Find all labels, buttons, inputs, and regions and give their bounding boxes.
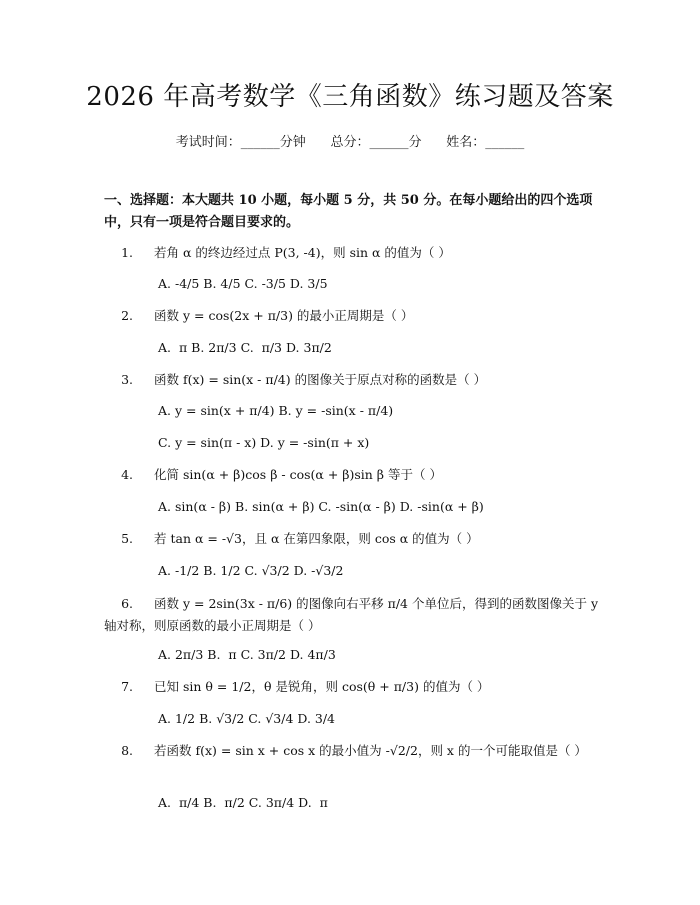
exam-meta-line: 考试时间：______分钟 总分：______分 姓名：______ [175,135,525,150]
question-4-options: A. sin(α - β) B. sin(α + β) C. -sin(α - β) D. -sin(α + β) [158,499,484,514]
question-text: 若 tan α = -√3，且 α 在第四象限，则 cos α 的值为（ ） [154,531,479,546]
question-1 [104,242,604,264]
question-3-options-line-1: A. y = sin(x + π/4) B. y = -sin(x - π/4) [158,403,394,418]
question-7 [104,676,604,698]
question-number: 7. [121,679,133,694]
question-text: 若函数 f(x) = sin x + cos x 的最小值为 -√2/2，则 x 的一个可能取值是（ ） [154,743,587,758]
question-5 [104,528,604,550]
question-number: 6. [121,596,133,611]
question-8 [104,740,604,762]
question-1-options: A. -4/5 B. 4/5 C. -3/5 D. 3/5 [158,276,328,291]
question-5-options: A. -1/2 B. 1/2 C. √3/2 D. -√3/2 [158,563,344,578]
question-7-options: A. 1/2 B. √3/2 C. √3/4 D. 3/4 [158,711,336,726]
question-text: 已知 sin θ = 1/2，θ 是锐角，则 cos(θ + π/3) 的值为（ ） [154,679,490,694]
question-3-options-line-2: C. y = sin(π - x) D. y = -sin(π + x) [158,435,370,450]
question-2-options: A. π B. 2π/3 C. π/3 D. 3π/2 [158,340,332,355]
question-number: 5. [121,531,133,546]
question-text: 化简 sin(α + β)cos β - cos(α + β)sin β 等于（ ） [154,467,442,482]
question-6 [104,593,604,637]
question-text: 函数 y = cos(2x + π/3) 的最小正周期是（ ） [154,308,414,323]
question-4 [104,464,604,486]
question-number: 8. [121,743,133,758]
section-header: 一、选择题：本大题共 10 小题，每小题 5 分，共 50 分。在每小题给出的四个选项中，只有一项是符合题目要求的。 [104,193,593,230]
question-8-options: A. π/4 B. π/2 C. 3π/4 D. π [158,795,328,810]
question-text: 函数 y = 2sin(3x - π/6) 的图像向右平移 π/4 个单位后，得到的函数图像关于 y 轴对称，则原函数的最小正周期是（ ） [104,596,602,633]
question-2 [104,305,604,327]
question-6-options: A. 2π/3 B. π C. 3π/2 D. 4π/3 [158,647,336,662]
document-title: 2026 年高考数学《三角函数》练习题及答案 [86,82,614,112]
question-text: 函数 f(x) = sin(x - π/4) 的图像关于原点对称的函数是（ ） [154,372,487,387]
question-text: 若角 α 的终边经过点 P(3, -4)，则 sin α 的值为（ ） [154,245,451,260]
question-number: 2. [121,308,133,323]
question-number: 3. [121,372,133,387]
question-number: 1. [121,245,133,260]
question-number: 4. [121,467,133,482]
question-3 [104,369,604,391]
